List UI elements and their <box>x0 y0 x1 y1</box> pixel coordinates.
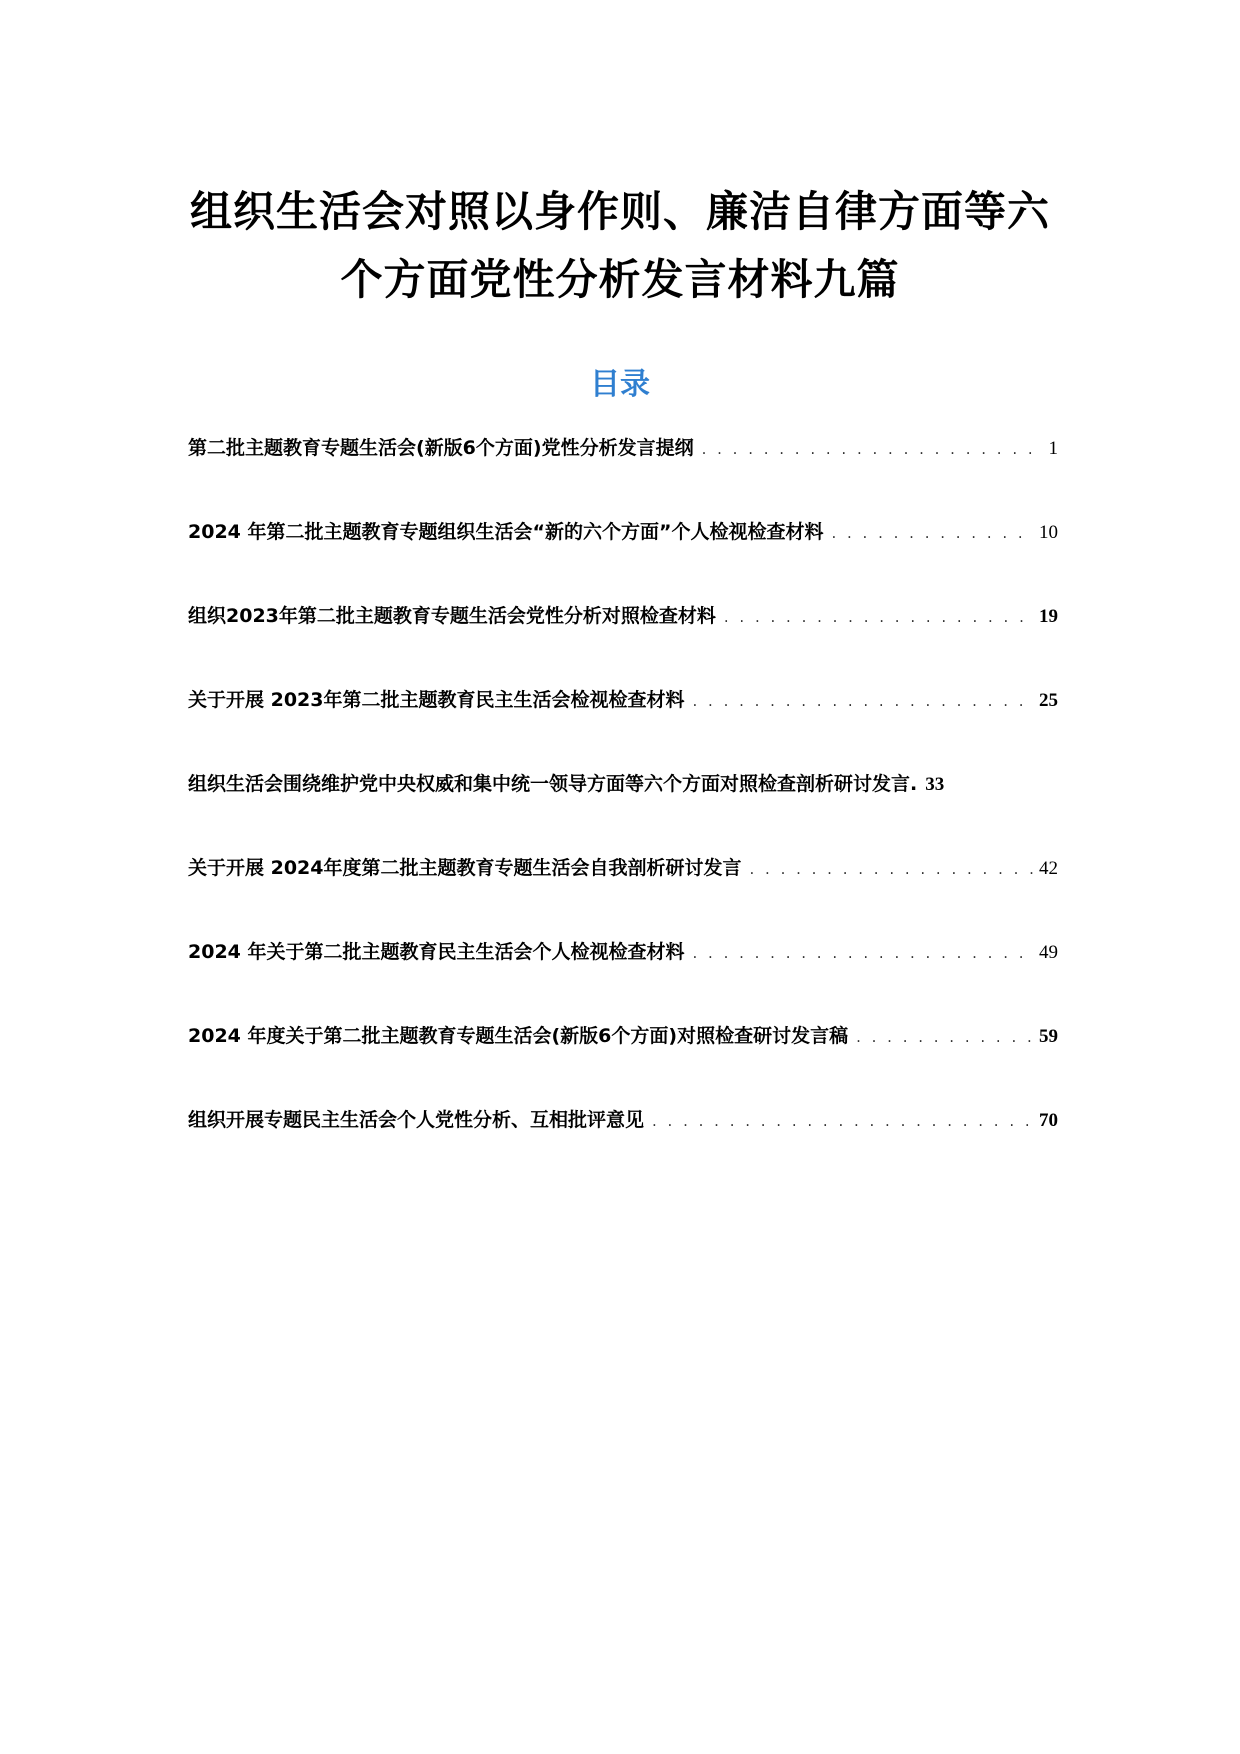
toc-entry-title: 关于开展 2023年第二批主题教育民主生活会检视检查材料 <box>188 689 685 711</box>
toc-dot-leader <box>856 1022 1033 1052</box>
toc-entry-page: 19 <box>1039 606 1058 627</box>
toc-heading: 目录 <box>590 367 650 402</box>
toc-entry-page: 33 <box>925 774 945 795</box>
toc-entry[interactable] <box>188 685 1058 769</box>
toc-entry[interactable] <box>188 1021 1058 1105</box>
toc-dot-leader <box>652 1106 1033 1136</box>
toc-entry[interactable] <box>188 517 1058 601</box>
toc-entry-title: 关于开展 2024年度第二批主题教育专题生活会自我剖析研讨发言 <box>188 857 742 879</box>
toc-entry-page: 49 <box>1039 942 1058 963</box>
toc-entry-title: 组织生活会围绕维护党中央权威和集中统一领导方面等六个方面对照检查剖析研讨发言. <box>188 773 918 795</box>
document-title <box>0 178 1240 314</box>
toc-dot-leader <box>831 518 1033 548</box>
toc-entry-title: 第二批主题教育专题生活会(新版6个方面)党性分析发言提纲 <box>188 437 694 459</box>
toc-entry-page: 59 <box>1039 1026 1058 1047</box>
toc-dot-leader <box>693 938 1034 968</box>
toc-dot-leader <box>702 434 1043 464</box>
toc-entry[interactable] <box>188 853 1058 937</box>
toc-entry-page: 25 <box>1039 690 1058 711</box>
toc-entry-title: 2024 年第二批主题教育专题组织生活会“新的六个方面”个人检视检查材料 <box>188 521 824 543</box>
toc-dot-leader <box>693 686 1034 716</box>
toc-entry-page: 42 <box>1039 858 1058 879</box>
toc-entry[interactable] <box>188 433 1058 517</box>
toc-entry[interactable] <box>188 601 1058 685</box>
toc-entry-title: 2024 年关于第二批主题教育民主生活会个人检视检查材料 <box>188 941 685 963</box>
toc-entry-title: 2024 年度关于第二批主题教育专题生活会(新版6个方面)对照检查研讨发言稿 <box>188 1025 849 1047</box>
toc-entry-title: 组织开展专题民主生活会个人党性分析、互相批评意见 <box>188 1109 645 1131</box>
toc-entry-title: 组织2023年第二批主题教育专题生活会党性分析对照检查材料 <box>188 605 716 627</box>
document-title-line-1: 组织生活会对照以身作则、廉洁自律方面等六 <box>189 187 1050 236</box>
toc-entry[interactable] <box>188 769 1058 853</box>
document-title-line-2: 个方面党性分析发言材料九篇 <box>340 255 900 304</box>
toc-entry-page: 1 <box>1048 438 1058 459</box>
toc-entry[interactable] <box>188 1105 1058 1189</box>
toc-dot-leader <box>724 602 1033 632</box>
table-of-contents <box>188 433 1058 1189</box>
toc-entry-page: 10 <box>1039 522 1058 543</box>
toc-entry-page: 70 <box>1039 1110 1058 1131</box>
toc-dot-leader <box>750 854 1034 884</box>
toc-entry[interactable] <box>188 937 1058 1021</box>
